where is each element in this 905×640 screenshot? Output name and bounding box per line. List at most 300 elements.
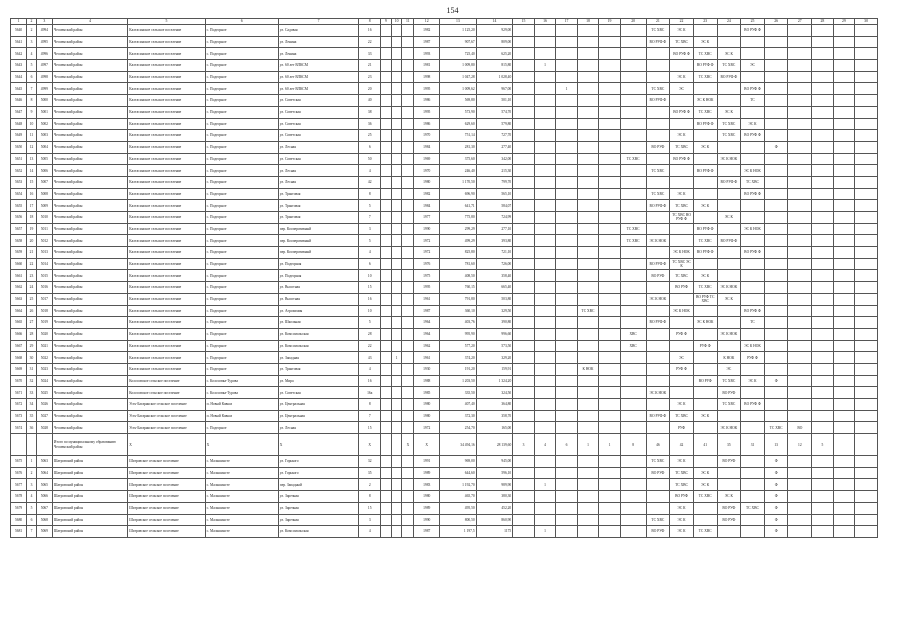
table-cell: ХВС [620,340,646,352]
table-cell: 15 [359,422,381,434]
table-cell: 1964 [414,317,440,329]
table-cell [693,363,717,375]
table-cell: ТС ХВС [717,375,741,387]
table-cell [599,491,621,503]
table-cell: с. Подгорное [205,340,278,352]
table-cell: 1 [577,434,599,456]
table-cell: 1990 [414,514,440,526]
table-cell: 5643 [11,60,27,72]
table-cell [380,25,391,37]
table-cell [577,456,599,468]
table-cell: с. Мальшинсте [205,491,278,503]
table-cell [812,479,834,491]
table-cell [391,165,402,177]
table-cell [717,467,741,479]
table-cell [812,422,834,434]
table-cell: 2 [359,479,381,491]
table-cell: 860,90 [476,514,513,526]
table-cell: 1 [534,526,556,538]
table-cell: 5025 [36,387,52,399]
table-cell: 1980 [414,399,440,411]
table-cell [764,153,788,165]
table-cell: с. Подгорное [205,422,278,434]
table-cell: 1972 [414,247,440,259]
table-cell: ТС ХВС [670,270,694,282]
table-cell: 5 [359,235,381,247]
table-cell [855,188,878,200]
table-cell: ул. Советская [278,106,359,118]
table-cell: 7 [27,526,37,538]
table-cell [620,282,646,294]
table-cell: 1990 [414,223,440,235]
table-cell: с. Колосовка-Турова [205,375,278,387]
table-cell: 4 [27,48,37,60]
table-cell: ул. Центральная [278,410,359,422]
table-cell: 5670 [11,375,27,387]
table-cell [646,176,670,188]
table-cell [646,60,670,72]
table-cell: 17 [556,19,578,25]
table-cell [556,422,578,434]
table-cell [380,235,391,247]
table-cell [812,387,834,399]
table-cell [620,48,646,60]
table-cell: 34 494,16 [440,434,477,456]
table-cell [620,118,646,130]
table-cell: 5020 [36,328,52,340]
table-cell: 5001 [36,106,52,118]
table-cell: 465,70 [440,491,477,503]
table-cell: ТС ХВС [741,176,765,188]
table-cell [646,305,670,317]
table-cell [833,141,855,153]
table-cell: 1988 [414,375,440,387]
table-cell [402,130,414,142]
table-cell [812,491,834,503]
table-cell: 5002 [36,118,52,130]
table-row [11,25,878,37]
table-cell: 15 [359,282,381,294]
table-cell: с. Подгорное [205,106,278,118]
table-cell: с. Подгорное [205,153,278,165]
table-cell [577,118,599,130]
table-cell [764,399,788,411]
table-cell: 1 009,62 [440,83,477,95]
table-cell [812,141,834,153]
table-row [11,106,878,118]
table-cell: ЭС К НОК [646,235,670,247]
table-cell [577,270,599,282]
table-cell [380,293,391,305]
table-cell: с. Подгорное [205,212,278,224]
table-cell [670,387,694,399]
table-cell: 1993 [414,48,440,60]
table-cell [599,247,621,259]
table-cell: Усть-Багарякское сельское поселение [128,410,205,422]
table-cell: 8 [359,19,381,25]
table-cell: с. Подгорное [205,60,278,72]
table-cell: 35 [27,410,37,422]
table-cell [812,399,834,411]
table-cell: 5024 [36,375,52,387]
table-cell [620,25,646,37]
table-cell [513,60,535,72]
table-cell: ВО РУФ Ф [646,410,670,422]
table-cell [513,491,535,503]
table-cell [391,106,402,118]
table-cell [513,188,535,200]
table-cell [646,130,670,142]
table-cell: ЭС К НОК [646,387,670,399]
table-cell: 11 [27,130,37,142]
table-cell: 629,60 [440,118,477,130]
table-cell: ЭС К [693,410,717,422]
table-cell: ул. Подгорная [278,258,359,270]
table-cell: 16а [359,387,381,399]
table-cell: Ф [764,456,788,468]
table-cell [380,130,391,142]
table-cell [513,293,535,305]
table-cell: 5645 [11,83,27,95]
table-cell: Усть-Багарякское сельское поселение [128,399,205,411]
table-cell: Калтасинское сельское поселение [128,60,205,72]
table-cell [599,48,621,60]
table-cell [391,36,402,48]
table-cell: X [128,434,205,456]
table-cell [812,106,834,118]
table-cell [577,223,599,235]
table-cell [812,83,834,95]
table-cell: ВО РУФ Ф [646,258,670,270]
table-cell: ул. Комсомольская [278,328,359,340]
table-cell: 1981 [414,60,440,72]
table-cell: 1 [27,456,37,468]
table-cell: 5018 [36,305,52,317]
table-cell [534,317,556,329]
table-cell: Калтасинское сельское поселение [128,363,205,375]
table-cell [513,258,535,270]
table-cell: с. Колосовка-Турова [205,387,278,399]
table-cell [788,491,812,503]
table-cell: ВО РУФ Ф [646,95,670,107]
table-row [11,514,878,526]
table-cell [670,223,694,235]
table-cell: ВО РУФ Ф [741,247,765,259]
table-cell: 1964 [414,328,440,340]
table-cell [380,410,391,422]
table-cell: 1 192,70 [440,479,477,491]
table-cell: 573,50 [476,340,513,352]
table-cell: 4995 [36,36,52,48]
table-cell [391,258,402,270]
table-cell [620,387,646,399]
table-cell: РУФ Ф [670,363,694,375]
table-cell [556,491,578,503]
table-row [11,305,878,317]
table-cell [833,212,855,224]
table-cell: ул. Лесная [278,165,359,177]
table-cell: 5658 [11,235,27,247]
table-cell: 6 [27,71,37,83]
table-cell [670,293,694,305]
table-cell [534,247,556,259]
table-cell: 5 [27,60,37,72]
table-cell [534,328,556,340]
table-cell: ТС ХВС ЭС К [670,258,694,270]
table-cell: 929,00 [476,25,513,37]
table-cell [577,176,599,188]
table-cell [577,188,599,200]
table-cell [833,200,855,212]
table-cell [764,387,788,399]
table-cell: 5652 [11,165,27,177]
table-cell [764,71,788,83]
table-cell: 5021 [36,340,52,352]
table-cell: ТС ХВС [577,305,599,317]
table-cell: 1962 [414,340,440,352]
table-cell: ТС ХВС [717,60,741,72]
table-cell [599,399,621,411]
table-cell: 10 [27,118,37,130]
table-cell [556,514,578,526]
table-cell: 12 [788,434,812,456]
table-cell [380,526,391,538]
table-cell: ул. Лесная [278,176,359,188]
table-cell: 1 047,28 [440,71,477,83]
table-cell: Калтасинское сельское поселение [128,305,205,317]
table-cell [620,456,646,468]
table-cell: ТС ХВС [670,467,694,479]
table-cell [788,141,812,153]
table-cell: 5 [359,317,381,329]
table-cell [717,270,741,282]
table-cell: Чесменский район [52,71,127,83]
table-cell: ЭС К [717,491,741,503]
table-cell: 8 [27,95,37,107]
table-cell: 1980 [414,410,440,422]
table-cell: Калтасинское сельское поселение [128,352,205,364]
table-cell: ЭС К [717,212,741,224]
table-cell: с. Подгорное [205,363,278,375]
table-cell [577,95,599,107]
table-cell [513,375,535,387]
table-cell: 8 [359,491,381,503]
table-cell: ЭС К НОК [670,305,694,317]
table-cell: ВО РУФ Ф [646,200,670,212]
table-cell [741,422,765,434]
table-cell: ВО РУФ Ф [693,60,717,72]
table-cell [534,71,556,83]
table-cell: 721,10 [476,247,513,259]
table-cell [402,200,414,212]
table-cell [402,36,414,48]
table-cell [391,456,402,468]
table-cell [788,36,812,48]
table-cell: 1 197,5 [440,526,477,538]
table-cell: 364,80 [476,399,513,411]
table-cell [534,212,556,224]
table-cell: 5065 [36,479,52,491]
table-cell [833,130,855,142]
table-row [11,153,878,165]
table-cell: Шатровское сельское поселение [128,526,205,538]
table-cell: ЭС К [670,502,694,514]
table-cell: 907,67 [440,36,477,48]
table-row [11,422,878,434]
table-row [11,456,878,468]
table-cell [380,467,391,479]
table-cell [764,352,788,364]
table-cell [534,83,556,95]
table-cell: 5 [128,19,205,25]
table-cell: Калтасинское сельское поселение [128,340,205,352]
table-cell [741,526,765,538]
table-cell [812,270,834,282]
table-cell [693,130,717,142]
table-cell [380,258,391,270]
table-cell [534,422,556,434]
table-cell: 5646 [11,95,27,107]
table-cell: 25 [359,130,381,142]
table-cell [577,130,599,142]
table-cell: ТС ХВС [693,526,717,538]
table-cell: Чесменский район [52,375,127,387]
table-cell: Итого по муниципальному образованию Чесменский район [52,434,127,456]
table-cell [788,60,812,72]
table-cell [833,118,855,130]
table-cell [513,317,535,329]
table-cell: 1987 [414,305,440,317]
table-cell [812,48,834,60]
table-cell: Чесменский район [52,258,127,270]
table-row [11,83,878,95]
table-cell [833,176,855,188]
table-cell: Ф [764,491,788,503]
table-cell: с. Подгорное [205,71,278,83]
table-cell: Калтасинское сельское поселение [128,95,205,107]
table-cell [764,60,788,72]
table-cell [812,165,834,177]
table-cell: 35 [359,467,381,479]
table-cell [812,467,834,479]
table-cell: 246,40 [440,165,477,177]
table-cell [380,141,391,153]
table-cell [812,258,834,270]
table-cell [513,153,535,165]
table-cell: 5671 [11,387,27,399]
table-cell [534,223,556,235]
table-cell [380,176,391,188]
table-cell: 12 [414,19,440,25]
table-cell [670,118,694,130]
table-cell [620,83,646,95]
table-cell: Чесменский район [52,130,127,142]
table-cell [577,352,599,364]
table-cell: Шатровское сельское поселение [128,514,205,526]
table-cell: 5007 [36,176,52,188]
table-cell [391,387,402,399]
table-cell [764,25,788,37]
table-cell: 5064 [36,467,52,479]
table-cell [620,247,646,259]
table-cell [577,526,599,538]
table-cell [391,375,402,387]
table-cell [788,25,812,37]
table-cell: 16 [359,375,381,387]
table-cell [513,282,535,294]
table-cell: ВО РУФ Ф [693,118,717,130]
table-row [11,270,878,282]
table-cell: ВО РУФ [670,282,694,294]
table-cell: 791,80 [440,293,477,305]
table-cell: Калтасинское сельское поселение [128,106,205,118]
table-cell [534,141,556,153]
housing-register-table [10,18,878,538]
table-cell [788,456,812,468]
table-cell: Шатровское сельское поселение [128,456,205,468]
table-cell: 989,90 [476,479,513,491]
table-cell [577,60,599,72]
table-cell: 5011 [36,223,52,235]
table-cell: 16 [534,19,556,25]
table-cell [855,410,878,422]
table-cell [556,25,578,37]
table-cell [833,340,855,352]
table-cell [556,502,578,514]
table-cell [646,399,670,411]
table-cell [391,270,402,282]
table-cell: ул. Советская [278,387,359,399]
table-cell: 3 [27,479,37,491]
table-cell [556,387,578,399]
table-cell: ВО РУФ Ф [741,399,765,411]
table-cell [380,188,391,200]
table-cell [855,467,878,479]
table-cell: 1982 [414,25,440,37]
table-cell [812,514,834,526]
table-cell [812,235,834,247]
table-cell [380,328,391,340]
table-cell [599,467,621,479]
table-row [11,293,878,305]
table-cell [741,106,765,118]
table-cell: 4 [359,363,381,375]
table-row [11,188,878,200]
table-cell [670,375,694,387]
table-cell [620,270,646,282]
table-cell: ул. Лесная [278,422,359,434]
table-cell [513,456,535,468]
table-cell [855,491,878,503]
table-cell [534,48,556,60]
table-cell [693,387,717,399]
table-cell: ЭС К НОК [717,153,741,165]
table-cell [513,399,535,411]
table-cell: ТС ХВС [670,200,694,212]
table-row [11,387,878,399]
table-cell [788,188,812,200]
table-cell: Калтасинское сельское поселение [128,71,205,83]
table-cell [556,317,578,329]
table-cell [402,526,414,538]
table-cell [741,410,765,422]
table-cell [599,165,621,177]
table-cell [764,106,788,118]
table-cell: ул. Школьная [278,317,359,329]
table-cell [764,305,788,317]
table-cell: 11 [402,19,414,25]
table-cell: ТС ХВС [670,479,694,491]
